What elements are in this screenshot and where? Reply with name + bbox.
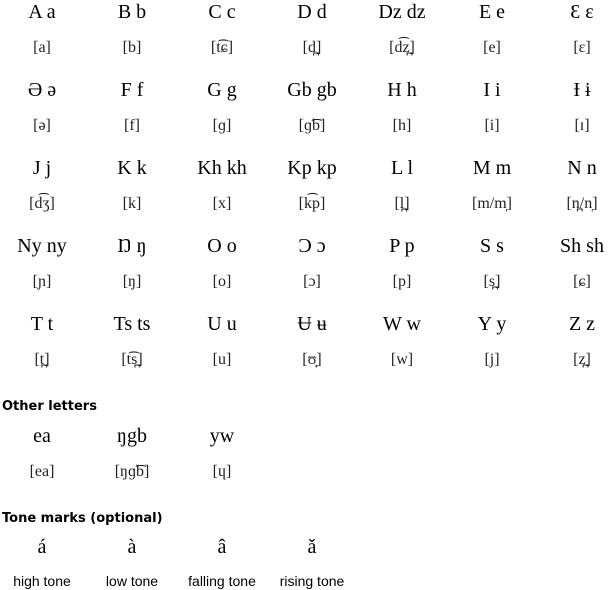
ipa-value: [o] <box>212 273 232 290</box>
letter: ŋgb <box>117 425 147 447</box>
letter: B b <box>117 1 147 23</box>
letter: Ə ə <box>27 79 57 101</box>
ipa-value: [ŋ] <box>122 273 142 290</box>
letter: T t <box>30 313 54 335</box>
letter: Ny ny <box>17 235 67 257</box>
letter: L l <box>390 157 414 179</box>
ipa-value: [a] <box>33 39 51 56</box>
ipa-value: [ɛ] <box>573 39 591 56</box>
ipa-value: [n̪/n̩] <box>566 195 598 212</box>
alphabet-row <box>0 156 609 234</box>
letter: A a <box>28 1 56 23</box>
ipa-value: [d͡ʒ] <box>29 195 55 212</box>
alphabet-row <box>0 78 609 156</box>
other-letters-heading: Other letters <box>2 399 97 414</box>
ipa-value: [ə] <box>33 117 51 134</box>
letter: P p <box>389 235 415 257</box>
letter: O o <box>207 235 237 257</box>
letter: yw <box>209 425 235 447</box>
other-letters-row <box>0 424 609 502</box>
tone-label-high: high tone <box>13 573 71 589</box>
letter: E e <box>478 1 506 23</box>
letter: J j <box>32 157 52 179</box>
ipa-value: [ɡ͡b] <box>298 117 326 134</box>
letter: G g <box>207 79 237 101</box>
letter: K k <box>117 157 147 179</box>
ipa-value: [e] <box>483 39 501 56</box>
letter: Y y <box>477 313 507 335</box>
letter: ea <box>33 425 51 447</box>
ipa-value: [ʊ̟] <box>302 351 322 368</box>
letter: S s <box>480 235 504 257</box>
letter: Ts ts <box>113 313 151 335</box>
letter: M m <box>472 157 512 179</box>
ipa-value: [t͡ɕ] <box>210 39 234 56</box>
ipa-value: [ɕ] <box>573 273 591 290</box>
ipa-value: [w] <box>390 351 414 368</box>
ipa-value: [s̪] <box>483 273 501 290</box>
ipa-value: [ɲ] <box>32 273 52 290</box>
tone-label-falling: falling tone <box>188 573 256 589</box>
letter: H h <box>387 79 417 101</box>
letter: N n <box>567 157 597 179</box>
ipa-value: [p] <box>392 273 412 290</box>
ipa-value: [d̪] <box>302 39 322 56</box>
letter: U u <box>207 313 237 335</box>
letter: Sh sh <box>560 235 604 257</box>
letter: F f <box>120 79 144 101</box>
ipa-value: [k͡p] <box>298 195 326 212</box>
letter: Ɨ ɨ <box>573 79 591 101</box>
letter: Kh kh <box>197 157 247 179</box>
letter: D d <box>297 1 327 23</box>
ipa-value: [ea] <box>29 463 55 480</box>
letter: Ɛ ɛ <box>570 1 594 23</box>
ipa-value: [j] <box>484 351 500 368</box>
tone-mark-high: á <box>37 536 47 558</box>
letter: Gb gb <box>287 79 337 101</box>
ipa-value: [x] <box>212 195 232 212</box>
letter: Z z <box>568 313 596 335</box>
ipa-value: [ɡ] <box>212 117 232 134</box>
letter: W w <box>383 313 421 335</box>
tone-mark-rising: ǎ <box>307 536 317 558</box>
ipa-value: [l̪] <box>394 195 410 212</box>
ipa-value: [h] <box>392 117 412 134</box>
ipa-value: [i] <box>484 117 500 134</box>
ipa-value: [f] <box>124 117 140 134</box>
alphabet-row <box>0 312 609 390</box>
ipa-value: [ŋɡ͡b] <box>114 463 150 480</box>
tone-marks-heading: Tone marks (optional) <box>2 511 163 526</box>
ipa-value: [ɪ] <box>574 117 590 134</box>
alphabet-row <box>0 0 609 78</box>
letter: Ŋ ŋ <box>117 235 147 257</box>
letter: Kp kp <box>287 157 337 179</box>
ipa-value: [b] <box>122 39 142 56</box>
letter: Dz dz <box>378 1 426 23</box>
tone-mark-falling: â <box>217 536 227 558</box>
alphabet-row <box>0 234 609 312</box>
letter: Ɔ ɔ <box>298 235 326 257</box>
ipa-value: [t͡s̪] <box>121 351 143 368</box>
ipa-value: [ɥ] <box>212 463 232 480</box>
tone-label-rising: rising tone <box>279 573 345 589</box>
letter: C c <box>208 1 236 23</box>
ipa-value: [u] <box>212 351 232 368</box>
ipa-value: [z̪] <box>573 351 591 368</box>
tone-label-low: low tone <box>105 573 159 589</box>
ipa-value: [ɔ] <box>303 273 321 290</box>
ipa-value: [d͡z̪] <box>389 39 415 56</box>
letter: I i <box>483 79 501 101</box>
ipa-value: [k] <box>122 195 142 212</box>
letter: Ʉ ʉ <box>297 313 327 335</box>
ipa-value: [t̪] <box>34 351 50 368</box>
ipa-value: [m/m̩] <box>472 195 512 212</box>
tone-mark-low: à <box>127 536 137 558</box>
